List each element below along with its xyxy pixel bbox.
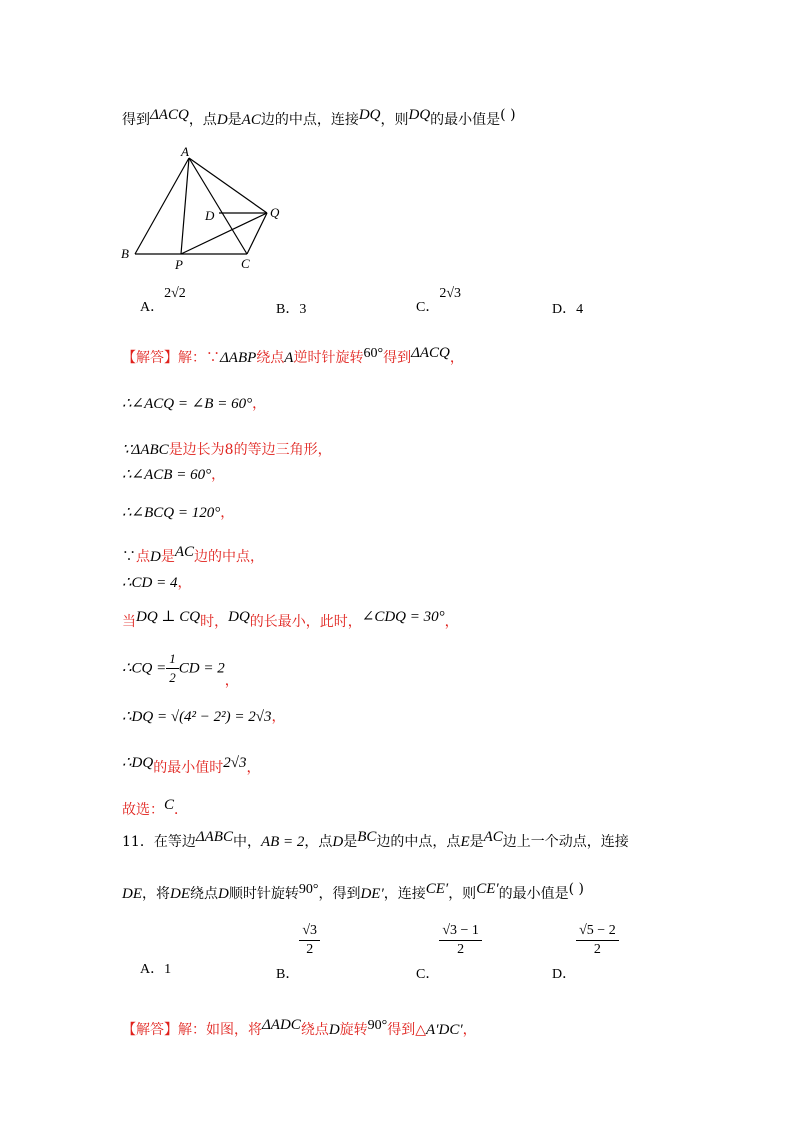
q11-prompt-line-2 <box>122 881 585 905</box>
q10-text: 边的中点，连接 <box>260 112 359 128</box>
q11-text: 边上一个动点，连接 <box>502 834 629 850</box>
answer-parentheses: ( ) <box>568 881 585 897</box>
sol-math: ∴∠BCQ = 120° <box>122 505 221 521</box>
sol10-line-2 <box>122 394 266 414</box>
q10-segment-ac: AC <box>241 112 261 128</box>
q10-text: ，点 <box>188 112 217 128</box>
sol-math: ∴∠ACQ = ∠B = 60° <box>122 396 253 412</box>
q11-math: DE <box>170 886 190 902</box>
q11-math: CE′ <box>425 881 449 897</box>
sol-math: 60° <box>363 346 384 361</box>
sol-math: ∴CQ = <box>122 660 167 677</box>
label-c: C <box>241 256 250 271</box>
q11-text: 顺时针旋转 <box>228 886 299 902</box>
sol-text: 得到△ <box>387 1022 427 1038</box>
q11-text: ，将 <box>142 886 170 902</box>
sol-text: 得到 <box>383 350 412 366</box>
option-letter: D． <box>552 302 577 317</box>
q11-math: 90° <box>298 882 319 897</box>
sol-math: 90° <box>367 1018 388 1033</box>
fraction-denominator: 2 <box>593 942 601 957</box>
sol-math: D <box>150 549 161 565</box>
sol-text: ， <box>177 575 192 591</box>
sol10-line-5 <box>122 503 234 523</box>
q11-text: 是 <box>343 834 358 850</box>
fraction-half <box>166 650 179 687</box>
option-fraction <box>299 922 320 959</box>
sol-math: ΔABP <box>220 350 257 366</box>
option-fraction <box>439 922 482 959</box>
option-letter: C． <box>416 300 440 315</box>
option-value: 2√2 <box>164 286 186 301</box>
sol-math: DQ ⊥ CQ <box>136 609 201 625</box>
q11-text: ，点 <box>304 834 333 850</box>
sol10-line-8 <box>122 609 459 632</box>
sol-text: ， <box>224 672 239 689</box>
q11-math: D <box>218 886 229 902</box>
sol-math: A <box>284 350 294 366</box>
fraction-numerator: 1 <box>166 650 179 669</box>
q10-segment-dq: DQ <box>358 107 381 123</box>
sol10-line-10 <box>122 707 286 727</box>
sol-math: DQ <box>228 609 250 625</box>
sol-math: ∵ΔABC <box>122 442 169 458</box>
q11-text: ，则 <box>448 886 477 902</box>
sol-math: ∵ <box>122 549 136 565</box>
fraction-denominator: 2 <box>306 942 314 957</box>
sol-text: ， <box>449 350 464 366</box>
sol-text: ， <box>246 760 261 776</box>
q11-option-a <box>140 958 171 978</box>
sol-text: 当 <box>122 614 136 630</box>
sol-math: ∠CDQ = 30° <box>361 609 445 625</box>
q10-prompt-line <box>122 107 516 130</box>
sol10-line-12 <box>122 797 189 820</box>
option-value: 1 <box>164 962 172 977</box>
solution-tag: 【解答】 <box>122 1022 178 1038</box>
sol-text: 解：∵ <box>178 350 220 366</box>
q11-option-b <box>276 922 320 982</box>
answer-parentheses: ( ) <box>500 107 516 123</box>
q10-option-d <box>552 298 583 318</box>
label-b: B <box>121 246 129 261</box>
q10-option-a <box>140 286 186 316</box>
segment-aq <box>189 158 267 213</box>
sol-math: ΔACQ <box>411 345 450 361</box>
q11-math: AB = 2 <box>260 834 305 850</box>
q10-text: ，则 <box>380 112 409 128</box>
label-d: D <box>205 208 215 223</box>
sol-text: ， <box>252 396 267 412</box>
q11-text: 绕点 <box>190 886 218 902</box>
option-value: 4 <box>576 302 584 317</box>
sol-text: 是 <box>160 549 175 565</box>
q10-point-d: D <box>216 112 228 128</box>
sol-math: D <box>328 1022 340 1038</box>
segment-ap <box>181 158 189 254</box>
label-p: P <box>175 257 183 272</box>
q11-math: ΔABC <box>195 829 233 845</box>
fraction-numerator: √5 − 2 <box>576 922 619 941</box>
sol-text: 是边长为8的等边三角形， <box>168 442 332 458</box>
sol-text: 时， <box>200 614 229 630</box>
segment-ac <box>189 158 247 254</box>
sol-text: 绕点 <box>300 1022 329 1038</box>
q11-prompt-line-1 <box>122 829 629 852</box>
sol-math: ∴DQ <box>122 755 154 771</box>
sol-math: ∴DQ = √(4² − 2²) = 2√3 <box>122 709 272 725</box>
option-letter: A． <box>140 962 165 977</box>
label-a: A <box>181 144 189 159</box>
sol-math: ∴CD = 4 <box>122 575 178 591</box>
q11-option-c <box>416 922 482 982</box>
q10-triangle: ΔACQ <box>150 107 189 123</box>
q11-text: 边的中点，点 <box>376 834 461 850</box>
sol-text: ， <box>211 467 226 483</box>
sol-math: C <box>164 797 175 813</box>
option-fraction <box>576 922 619 959</box>
sol-text: ， <box>462 1022 477 1038</box>
q11-math: DE <box>122 886 142 902</box>
sol10-line-9 <box>122 650 239 687</box>
q11-math: E <box>460 834 470 850</box>
sol-text: ． <box>174 802 189 818</box>
fraction-numerator: √3 <box>299 922 320 941</box>
q11-math: DE′ <box>360 886 384 902</box>
sol-text: ， <box>444 614 459 630</box>
sol-text: 故选： <box>122 802 164 818</box>
sol-math: 2√3 <box>223 755 247 771</box>
q11-text: ，得到 <box>318 886 361 902</box>
sol-math: CD = 2 <box>178 660 225 677</box>
q11-text: 的最小值是 <box>498 886 569 902</box>
segment-cq <box>247 213 267 254</box>
q11-math: BC <box>357 829 377 845</box>
option-letter: D． <box>552 966 577 982</box>
option-letter: A． <box>140 300 165 315</box>
sol-text: ， <box>220 505 235 521</box>
q11-text: 是 <box>469 834 484 850</box>
fraction-numerator: √3 − 1 <box>439 922 482 941</box>
q10-segment-dq: DQ <box>408 107 431 123</box>
solution-tag: 【解答】 <box>122 350 178 366</box>
option-value: 3 <box>299 302 307 317</box>
sol-text: 的最小值时 <box>153 760 224 776</box>
q11-math: AC <box>483 829 503 845</box>
option-letter: B． <box>276 302 300 317</box>
fraction-denominator: 2 <box>457 942 465 957</box>
q11-text: ，连接 <box>383 886 426 902</box>
q10-option-c <box>416 286 462 316</box>
sol10-line-1 <box>122 345 464 369</box>
sol-text: 绕点 <box>256 350 285 366</box>
option-letter: C． <box>416 966 440 982</box>
q11-option-d <box>552 922 619 982</box>
sol10-line-11 <box>122 755 261 778</box>
sol-text: 解：如图，将 <box>178 1022 262 1038</box>
q10-option-b <box>276 298 306 318</box>
sol-text: 边的中点， <box>194 549 265 565</box>
label-q: Q <box>270 205 280 220</box>
sol-math: A′DC′ <box>426 1022 463 1038</box>
option-letter: B． <box>276 966 300 982</box>
sol10-line-6 <box>122 544 265 567</box>
q11-text: 在等边 <box>153 834 196 850</box>
sol11-line-1 <box>122 1017 477 1041</box>
q10-text: 得到 <box>122 112 150 128</box>
q10-text: 是 <box>227 112 242 128</box>
fraction-denominator: 2 <box>169 670 176 685</box>
q11-math: D <box>332 834 344 850</box>
sol-text: ， <box>271 709 286 725</box>
sol-text: 旋转 <box>339 1022 368 1038</box>
segment-ab <box>135 158 189 254</box>
sol10-line-7 <box>122 573 192 593</box>
sol-text: 点 <box>136 549 150 565</box>
q10-text: 的最小值是 <box>430 112 501 128</box>
option-value: 2√3 <box>439 286 462 301</box>
geometry-diagram <box>115 140 290 275</box>
segment-pq <box>181 213 267 254</box>
sol-math: AC <box>174 544 195 560</box>
sol10-line-3 <box>122 440 332 460</box>
q11-text: 中， <box>232 834 261 850</box>
sol-text: 逆时针旋转 <box>293 350 364 366</box>
sol10-line-4 <box>122 465 225 485</box>
sol-math: ΔADC <box>262 1017 301 1033</box>
sol-math: ∴∠ACB = 60° <box>122 467 212 483</box>
q11-math: CE′ <box>476 881 499 897</box>
sol-text: 的长最小，此时， <box>249 614 362 630</box>
question-number: 11． <box>122 834 154 850</box>
